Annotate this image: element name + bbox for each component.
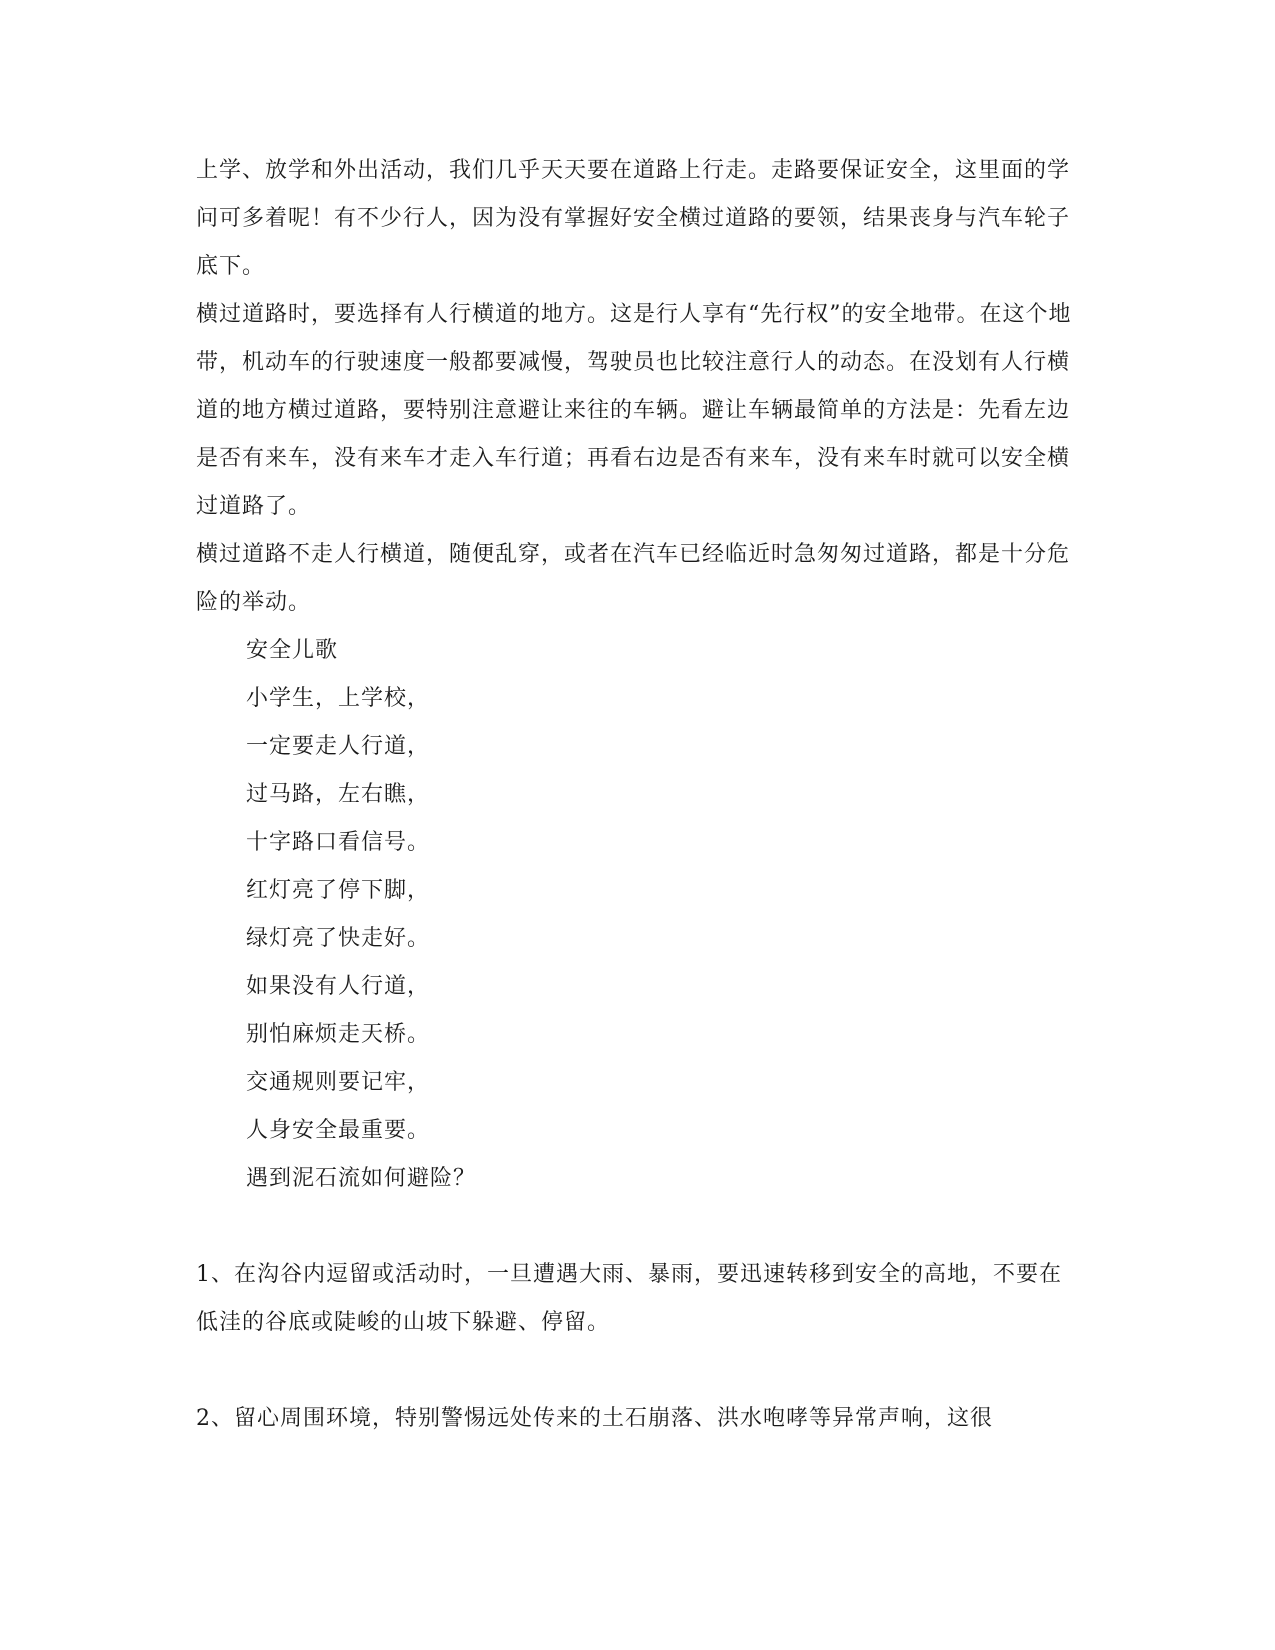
poem-line: 如果没有人行道， (246, 974, 431, 999)
numbered-item: 1、在沟谷内逗留或活动时，一旦遭遇大雨、暴雨，要迅速转移到安全的高地，不要在低洼的谷底或陡峻的山坡下躲避、停留。 (196, 1262, 1062, 1335)
poem-line: 小学生，上学校， (246, 686, 431, 711)
paragraph-danger: 横过道路不走人行横道，随便乱穿，或者在汽车已经临近时急匆匆过道路，都是十分危险的举动。 (196, 542, 1071, 615)
poem-line: 过马路，左右瞧， (246, 782, 431, 807)
paragraph-walking-safety: 上学、放学和外出活动，我们几乎天天要在道路上行走。走路要保证安全，这里面的学问可多着呢！有不少行人，因为没有掌握好安全横过道路的要领，结果丧身与汽车轮子底下。 (196, 158, 1071, 279)
poem-title: 安全儿歌 (246, 638, 339, 663)
poem-line: 红灯亮了停下脚， (246, 878, 431, 903)
numbered-item: 2、留心周围环境，特别警惕远处传来的土石崩落、洪水咆哮等异常声响，这很 (196, 1406, 993, 1431)
spacer (196, 1203, 1076, 1251)
poem-line: 别怕麻烦走天桥。 (246, 1022, 431, 1047)
poem-line: 绿灯亮了快走好。 (246, 926, 431, 951)
poem-line: 交通规则要记牢， (246, 1070, 431, 1095)
spacer (196, 1347, 1076, 1395)
section-heading: 遇到泥石流如何避险？ (246, 1166, 477, 1191)
poem-line: 人身安全最重要。 (246, 1118, 431, 1143)
poem-line: 十字路口看信号。 (246, 830, 431, 855)
paragraph-crosswalk: 横过道路时，要选择有人行横道的地方。这是行人享有“先行权”的安全地带。在这个地带，机动车的行驶速度一般都要减慢，驾驶员也比较注意行人的动态。在没划有人行横道的地方横过道路，要特别注意避让来往的车辆。避让车辆最简单的方法是：先看左边是否有来车，没有来车才走入车行道；再看右边是否有来车，没有来车时就可以安全横过道路了。 (196, 302, 1072, 519)
poem-line: 一定要走人行道， (246, 734, 431, 759)
document-body (196, 147, 1076, 1443)
